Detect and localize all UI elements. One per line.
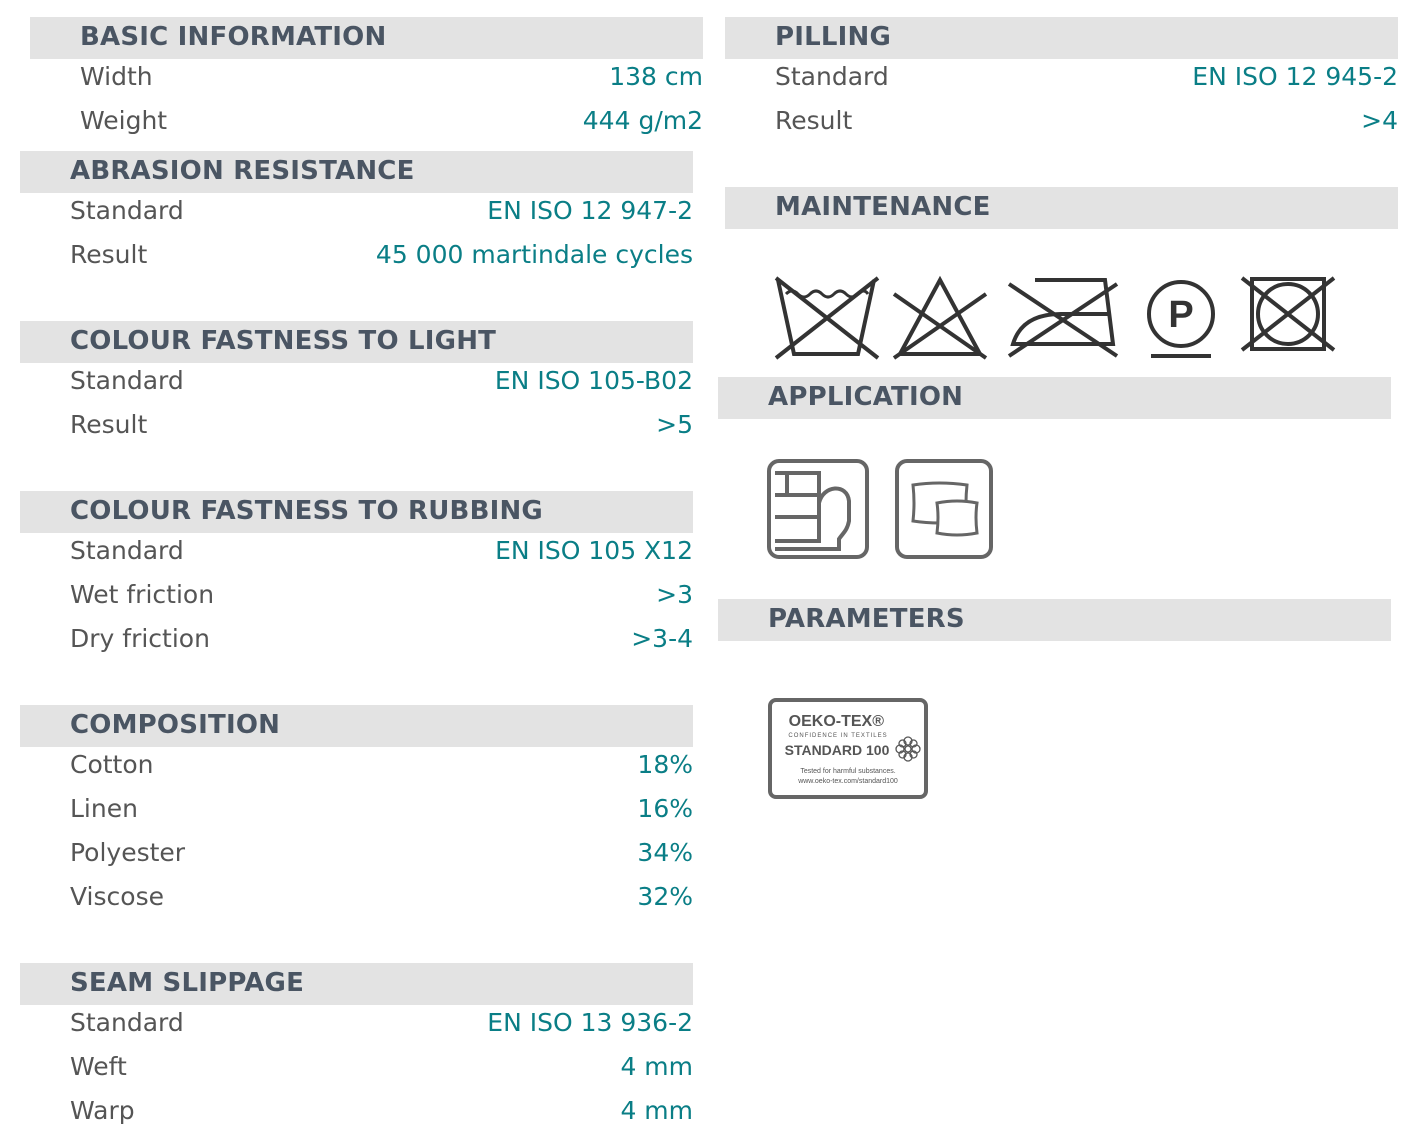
spec-label: Dry friction xyxy=(70,624,210,653)
spec-value: EN ISO 13 936-2 xyxy=(487,1008,693,1037)
application-header xyxy=(718,377,1391,419)
pilling-header xyxy=(725,17,1398,59)
spec-row-result xyxy=(775,106,1398,150)
spec-label: Warp xyxy=(70,1096,135,1125)
section-title: COLOUR FASTNESS TO LIGHT xyxy=(70,326,497,356)
spec-value: 18% xyxy=(637,750,693,779)
spec-value: EN ISO 12 947-2 xyxy=(487,196,693,225)
spec-row-result xyxy=(70,410,693,454)
spec-label: Width xyxy=(80,62,153,91)
upholstery-sofa-icon xyxy=(767,459,869,559)
spec-label: Result xyxy=(775,106,853,135)
basic-information-header xyxy=(30,17,703,59)
maintenance-header xyxy=(725,187,1398,229)
do-not-tumble-dry-icon xyxy=(1240,274,1336,354)
spec-row-width xyxy=(80,62,703,106)
spec-row-weft xyxy=(70,1052,693,1096)
section-title: ABRASION RESISTANCE xyxy=(70,156,415,186)
spec-value: 138 cm xyxy=(609,62,703,91)
spec-value: EN ISO 12 945-2 xyxy=(1192,62,1398,91)
section-title: COMPOSITION xyxy=(70,710,281,740)
spec-label: Result xyxy=(70,240,148,269)
spec-row-weight xyxy=(80,106,703,150)
abrasion-resistance-header xyxy=(20,151,693,193)
dry-clean-p-icon xyxy=(1145,274,1217,362)
oeko-tex-url: www.oeko-tex.com/standard100 xyxy=(798,778,898,785)
spec-label: Result xyxy=(70,410,148,439)
oeko-tex-note: Tested for harmful substances. xyxy=(800,768,896,775)
section-title: PILLING xyxy=(775,22,892,52)
spec-row-standard xyxy=(70,196,693,240)
cushions-icon xyxy=(895,459,993,559)
spec-row-standard xyxy=(70,366,693,410)
spec-value: 16% xyxy=(637,794,693,823)
spec-value: >4 xyxy=(1361,106,1398,135)
oeko-tex-standard: STANDARD 100 xyxy=(784,742,890,758)
spec-row-wet-friction xyxy=(70,580,693,624)
spec-row-viscose xyxy=(70,882,693,926)
spec-row-standard xyxy=(70,536,693,580)
spec-value: 444 g/m2 xyxy=(582,106,703,135)
spec-label: Wet friction xyxy=(70,580,215,609)
dry-clean-letter: P xyxy=(1168,294,1194,336)
colour-fastness-light-header xyxy=(20,321,693,363)
section-title: COLOUR FASTNESS TO RUBBING xyxy=(70,496,543,526)
spec-value: 4 mm xyxy=(620,1052,693,1081)
spec-value: 32% xyxy=(637,882,693,911)
seam-slippage-header xyxy=(20,963,693,1005)
oeko-tex-brand: OEKO-TEX® xyxy=(788,713,884,730)
spec-value: EN ISO 105 X12 xyxy=(495,536,693,565)
spec-label: Weft xyxy=(70,1052,127,1081)
section-title: PARAMETERS xyxy=(768,604,965,634)
spec-label: Standard xyxy=(70,1008,184,1037)
section-title: BASIC INFORMATION xyxy=(80,22,387,52)
spec-label: Standard xyxy=(70,366,184,395)
spec-label: Viscose xyxy=(70,882,164,911)
spec-label: Cotton xyxy=(70,750,154,779)
do-not-iron-icon xyxy=(1005,274,1120,362)
oeko-tex-tagline: CONFIDENCE IN TEXTILES xyxy=(788,733,888,739)
spec-row-standard xyxy=(70,1008,693,1052)
do-not-bleach-icon xyxy=(890,274,990,362)
spec-row-linen xyxy=(70,794,693,838)
spec-row-cotton xyxy=(70,750,693,794)
spec-label: Linen xyxy=(70,794,138,823)
spec-label: Standard xyxy=(70,196,184,225)
spec-row-standard xyxy=(775,62,1398,106)
spec-value: 34% xyxy=(637,838,693,867)
spec-value: >3-4 xyxy=(631,624,693,653)
spec-label: Polyester xyxy=(70,838,186,867)
spec-value: 45 000 martindale cycles xyxy=(375,240,693,269)
parameters-header xyxy=(718,599,1391,641)
section-title: APPLICATION xyxy=(768,382,964,412)
spec-value: >3 xyxy=(656,580,693,609)
spec-label: Standard xyxy=(70,536,184,565)
section-title: MAINTENANCE xyxy=(775,192,991,222)
spec-label: Weight xyxy=(80,106,168,135)
spec-value: >5 xyxy=(656,410,693,439)
spec-row-dry-friction xyxy=(70,624,693,668)
composition-header xyxy=(20,705,693,747)
colour-fastness-rubbing-header xyxy=(20,491,693,533)
spec-label: Standard xyxy=(775,62,889,91)
spec-value: EN ISO 105-B02 xyxy=(494,366,693,395)
oeko-tex-label xyxy=(768,698,928,799)
flower-icon xyxy=(894,735,922,763)
spec-row-warp xyxy=(70,1096,693,1140)
spec-row-result xyxy=(70,240,693,284)
spec-row-polyester xyxy=(70,838,693,882)
section-title: SEAM SLIPPAGE xyxy=(70,968,305,998)
do-not-wash-icon xyxy=(772,274,882,362)
spec-value: 4 mm xyxy=(620,1096,693,1125)
